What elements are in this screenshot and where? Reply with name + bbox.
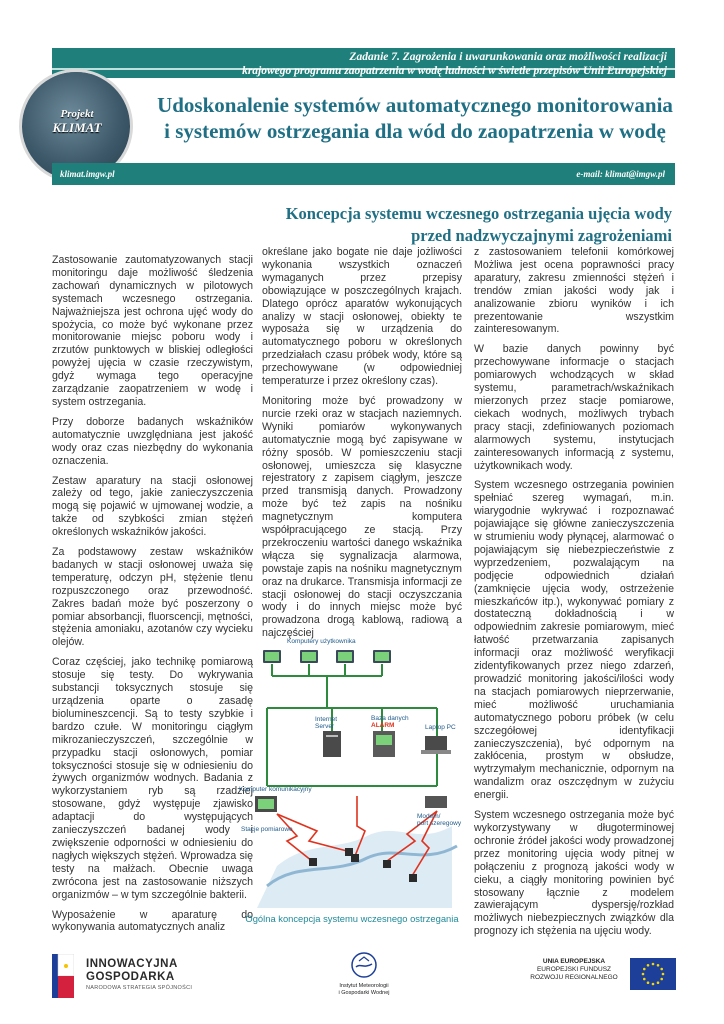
task-line-1: Zadanie 7. Zagrożenia i uwarunkowania oraz możliwości realizacji (349, 51, 667, 63)
label-internet-server (315, 716, 337, 730)
title-line-2: i systemów ostrzegania dla wód do zaopatrzenia w wodę (164, 119, 666, 143)
innowacyjna-gospodarka-logo (52, 948, 242, 1008)
label-comm-computer: Komputer komunikacyjny (239, 786, 312, 793)
label-stations: Stacje pomiarowe (241, 826, 293, 833)
system-concept-diagram (237, 636, 467, 908)
ue-line-3: ROZWOJU REGIONALNEGO (530, 974, 618, 981)
email-link[interactable]: e-mail: klimat@imgw.pl (576, 169, 665, 179)
paragraph: System wczesnego ostrzegania może być wykorzystywany w długoterminowej ochronie źródeł jakości wody prowadzonej przez monitoring ujęcia wody pitnej w połączeniu z prognozą jakości wody w cieku, a ciągły monitoring powinien być stosowany łącznie z modelem zawierającym dyspersję/rozkład możliwych niebezpiecznych związków dla prognozy ich stężenia na ujęciu wody. (474, 809, 674, 938)
paragraph: Wyposażenie w aparaturę do wykonywania automatycznych analiz (52, 908, 253, 934)
label-modem (417, 813, 461, 827)
paragraph: Monitoring może być prowadzony w nurcie rzeki oraz w stacjach naziemnych. Wyniki pomiarów wykonywanych automatycznie mogą być zapisywane w różny sposób. W pomieszczeniu stacji osłonowej, umieszcza się klasyczne rejestratory z zapisem ciągłym, jeszcze przed transmisją danych. Prowadzony może być też zapis na nośniku magnetycznym komputera współpracującego ze stacją. Przy przekroczeniu wartości danego wskaźnika włącza się sygnalizacja alarmowa, powstaje zapis na nośniku magnetycznym oraz na drukarce. Transmisja informacji ze stacji osłonowej do stacji oczyszczania wody i do innych miejsc może być prowadzona drogą kablową, radiową a najczęściej (262, 394, 462, 640)
paragraph: Coraz częściej, jako technikę pomiarową stosuje się testy. Do wykrywania substancji toksycznych stosuje się urządzenia oparte o zasadę biolumineszcencji. Są to testy szybkie i bardzo czułe. W monitoringu ciągłym mikrozanieczyszczeń, szczególnie w przypadku stacji osłonowych, pomiar toksyczności stosuje się w odniesieniu do żywych organizmów wodnych. Badania z wykorzystaniem ryb są rzadziej stosowane, gdyż występuje zjawisko adaptacji do występujących zanieczyszczeń badanej wody i zwiększenie odporności w odniesieniu do nagłych większych stężeń. Wprowadza się testy na małżach. Obecnie uwaga zwrócona jest na zastosowanie niższych organizmów – w tym szczególnie bakterii. (52, 656, 253, 901)
label-db: Baza danych (371, 715, 409, 722)
imgw-logo (334, 952, 394, 1008)
eu-text (520, 958, 628, 982)
paragraph: W bazie danych powinny być przechowywane informacje o stacjach pomiarowych wchodzących w skład systemu, parametrach/wskaźnikach mierzonych przez stacje pomiarowe, ciekach wodnych, możliwych trybach pracy stacji, zdefiniowanych poziomach alarmowych systemu, instytucjach zainteresowanych informacją z systemu, użytkownikach wody. (474, 343, 674, 472)
eu-flag-icon (630, 958, 676, 990)
imgw-emblem-icon (351, 952, 377, 978)
paragraph: Przy doborze badanych wskaźników automatycznie uwzględniana jest jakość wody oraz czas niezbędny do wykonania oznaczenia. (52, 415, 253, 467)
ue-line-1: UNIA EUROPEJSKA (542, 958, 606, 965)
imgw-line-1: Instytut Meteorologii (339, 983, 389, 989)
ue-line-2: EUROPEJSKI FUNDUSZ (536, 966, 612, 973)
logo-line-2: KLIMAT (52, 120, 102, 135)
ig-line-2: GOSPODARKA (86, 971, 175, 983)
section-title (240, 203, 672, 247)
figure-caption: Ogólna koncepcja systemu wczesnego ostrzegania (245, 913, 459, 924)
label-laptop: Laptop PC (425, 724, 456, 731)
label-server: Server (315, 723, 335, 730)
ig-line-1: INNOWACYJNA (86, 958, 178, 970)
label-internet: Internet (315, 716, 338, 723)
ig-title (86, 958, 178, 984)
paragraph: z zastosowaniem telefonii komórkowej Możliwa jest ocena poprawności pracy aparatury, zakresu zmienności stężeń i trendów zmian jakości wody jak i analizowanie zbioru wyników i ich prezentowanie wszystkim zainteresowanym. (474, 246, 674, 336)
text-column-1 (52, 254, 253, 941)
logo-line-1: Projekt (60, 108, 94, 120)
ig-flag-icon (52, 954, 74, 998)
label-database (371, 715, 409, 729)
page-title (150, 92, 680, 144)
label-modem-2: port szeregowy (417, 820, 462, 827)
label-modem-1: Modem/ (417, 813, 441, 820)
paragraph: System wczesnego ostrzegania powinien spełniać szereg wymagań, m.in. wiarygodnie wykrywać i rozpoznawać pojawiające się główne zanieczyszczenia w strumieniu wody płynącej, alarmować o pojawiającym się niebezpieczeństwie z wyprzedzeniem, pozwalającym na podjęcie odpowiednich działań (zamknięcie ujęcia wody, ostrzeżenie mieszkańców itp.), wykonywać pomiary z dostateczną dokładnością i w odpowiednim zakresie pomiarowym, mieć łatwość przetwarzania zapisanych informacji oraz możliwość weryfikacji zidentyfikowanych przez niego zdarzeń, prowadzić monitoring jakości/ilości wody na stacjach pomiarowych nieprzerwanie, mieć możliwość uruchamiania automatycznego poboru próbek (w celu szczegółowej identyfikacji zanieczyszczenia), być odpornym na zakłócenia, prostym w obsłudze, wytrzymałym mechanicznie, odpornym na wandalizm oraz oszczędnym w zużyciu energii. (474, 479, 674, 802)
text-column-3 (474, 246, 674, 945)
paragraph: Zestaw aparatury na stacji osłonowej zależy od tego, jakie zanieczyszczenia mogą się pojawić w ujmowanej wodzie, a także od szybkości zmian stężeń określonych wskaźników jakości. (52, 474, 253, 539)
footer-logos (52, 948, 675, 1008)
section-title-line-2: przed nadzwyczajnymi zagrożeniami (411, 226, 672, 245)
paragraph: Za podstawowy zestaw wskaźników badanych w stacji osłonowej uważa się temperaturę, odczyn pH, stężenie tlenu rozpuszczonego oraz przewodność. Zakres badań może być poszerzony o pomiar absorbancji, fluorscencji, mętności, stężenia amoniaku, azotanów czy wycieku olejów. (52, 546, 253, 649)
label-computers: Komputery użytkownika (287, 638, 356, 645)
imgw-line-2: i Gospodarki Wodnej (338, 989, 390, 996)
paragraph: określane jako bogate nie daje jożliwości wykonania wszystkich oznaczeń wymaganych przez przepisy obowiązujące w poszczególnych krajach. Dlatego oprócz aparatów wykonujących analizy w stacji osłonowej, obiekty te wyposaża się w urządzenia do automatycznego poboru w określonych przedziałach czasu próbek wody, które są przechowywane (w odpowiedniej temperaturze i przez określony czas). (262, 246, 462, 388)
contact-band (52, 163, 675, 185)
paragraph: Zastosowanie zautomatyzowanych stacji monitoringu daje możliwość śledzenia zachowań dynamicznych w pilotowych systemach wczesnego ostrzegania. Najważniejsza jest ochrona ujęć wody do spożycia, co może być wykonane przez monitorowanie miejsc poboru wody i zrzutów punktowych w bliskiej odległości powyżej ujęcia w czasie rzeczywistym, gdyż wymaga tego operacyjne zarządzanie zaopatrzeniem w wodę i system ostrzegania. (52, 254, 253, 408)
label-alarm: ALARM (371, 722, 395, 729)
task-header-band (52, 48, 675, 78)
text-column-2 (262, 246, 462, 647)
ig-subtitle: NARODOWA STRATEGIA SPÓJNOŚCI (86, 985, 193, 991)
section-title-line-1: Koncepcja systemu wczesnego ostrzegania ujęcia wody (285, 204, 672, 223)
title-line-1: Udoskonalenie systemów automatycznego monitorowania (157, 93, 673, 117)
eu-logo (502, 954, 675, 1000)
project-klimat-logo-text (32, 108, 122, 134)
website-link[interactable]: klimat.imgw.pl (60, 169, 115, 179)
task-line-2: krajowego programu zaopatrzenia w wodę ludności w świetle przepisów Unii Europejskiej (242, 65, 667, 77)
